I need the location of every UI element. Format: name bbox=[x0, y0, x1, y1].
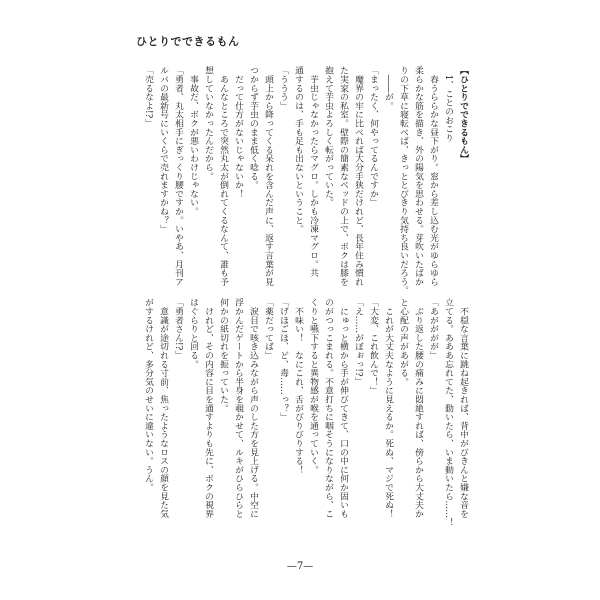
text-line: 「勇者さん!?」 bbox=[173, 298, 183, 360]
text-line: つからず芋虫のまま低く唸る。 bbox=[248, 66, 258, 190]
text-line: けれど、その内容に目を通すよりも先に、ボクの視界 bbox=[203, 298, 213, 518]
text-line: た実家の私室。壁際の簡素なベッドの上で、ボクは膝を bbox=[338, 66, 348, 286]
text-line: 浮かんだゲートから半身を覗かせて、ルキがひらひらと bbox=[233, 298, 243, 518]
text-line: 「薬だってば」 bbox=[263, 298, 273, 360]
text-line: りの下草に寝転べば、きっととびきり気持ち良いだろう。 bbox=[398, 66, 408, 295]
running-head-title: ひとりでできるもん bbox=[136, 35, 240, 48]
text-line: 「売るなよ!?」 bbox=[143, 66, 153, 128]
bottom-text-block bbox=[140, 298, 470, 527]
text-line: 「勇者、丸太相手にぎっくり腰ですか。いやあ、月刊ア bbox=[173, 66, 183, 286]
text-line: ――が。 bbox=[383, 66, 393, 110]
text-line: あんなところで突然丸太が倒れてくるなんて、誰も予 bbox=[218, 66, 228, 286]
text-line: 芋虫じゃなかったらマグロ。しかも冷凍マグロ。共 bbox=[308, 66, 318, 278]
text-line: 「ううう」 bbox=[278, 66, 288, 110]
text-line: 柔らかな筋を描き、外の陽気を思わせる。芽吹いたばか bbox=[413, 66, 423, 286]
text-line: 「大変、これ飲んで！」 bbox=[368, 298, 378, 395]
text-line: 「え……がぼぉっ!?」 bbox=[353, 298, 363, 386]
text-line: 意識が途切れる寸前、焦ったようなロスの顔を見た気 bbox=[158, 298, 168, 518]
text-line: と心配の声があがる。 bbox=[398, 298, 408, 386]
text-line: 通するのは、手も足も出ないということ。 bbox=[293, 66, 303, 234]
text-line: 春うららかな昼下がり。窓から差し込む光がゆらゆら bbox=[428, 66, 438, 286]
text-line: 1、ことのおこり bbox=[443, 66, 453, 142]
text-line: はぐらりと回る。 bbox=[188, 298, 198, 369]
text-line: 頭上から降ってくる呆れを含んだ声に、返す言葉が見 bbox=[263, 66, 273, 286]
text-line: くりと嚥下すると異物感が喉を通っていく。 bbox=[308, 298, 318, 474]
text-line: にゅっと横から手が伸びてきて、口の中に何か固いも bbox=[338, 298, 348, 518]
text-line: 「げほごほ、ど、毒……っ？」 bbox=[278, 298, 288, 422]
text-line: 不味い！ なにこれ、舌がびりびりする！ bbox=[293, 298, 303, 474]
text-line: がするけれど、多分気のせいに違いない。うん。 bbox=[143, 298, 153, 492]
text-line: 立てる。あああ忘れてた、動いたら、いま動いたら……！ bbox=[443, 298, 453, 527]
text-line: のがつっこまれる。不意打ちに咽そうになりながら、こ bbox=[323, 298, 333, 518]
text-line: 魔界の牢に比べれば大分手狭だけれど、長年住み慣れ bbox=[353, 66, 363, 286]
page-number: —7— bbox=[286, 561, 314, 572]
top-text-block bbox=[140, 66, 470, 295]
text-line: これが大丈夫なように見えるか。死ぬ、マジで死ぬ！ bbox=[383, 298, 393, 518]
text-line: 「あがががが」 bbox=[428, 298, 438, 360]
chapter-title: 【ひとりでできるもん】 bbox=[458, 66, 468, 163]
text-line: 不穏な言葉に跳ね起きれば、背中がびきんと嫌な音を bbox=[458, 298, 468, 518]
text-line: 「まったく、何やってるんですか」 bbox=[368, 66, 378, 207]
text-line: だって仕方がないじゃないか！ bbox=[233, 66, 243, 198]
text-line: ぶり返した腰の痛みに悶絶すれば、傍らから大丈夫か bbox=[413, 298, 423, 518]
text-line: 抱えて芋虫よろしく転がっていた。 bbox=[323, 66, 333, 207]
text-line: 想していなかったんだから。 bbox=[203, 66, 213, 181]
text-line: 事故だ、ボクが悪いわけじゃない。 bbox=[188, 66, 198, 216]
text-line: ルバの最新号にいくらで売れますかね？」 bbox=[158, 66, 168, 234]
text-line: 涙目で咳き込みながら声のした方を見上げる。中空に bbox=[248, 298, 258, 518]
text-line: 何かの紙切れを振っていた。 bbox=[218, 298, 228, 413]
